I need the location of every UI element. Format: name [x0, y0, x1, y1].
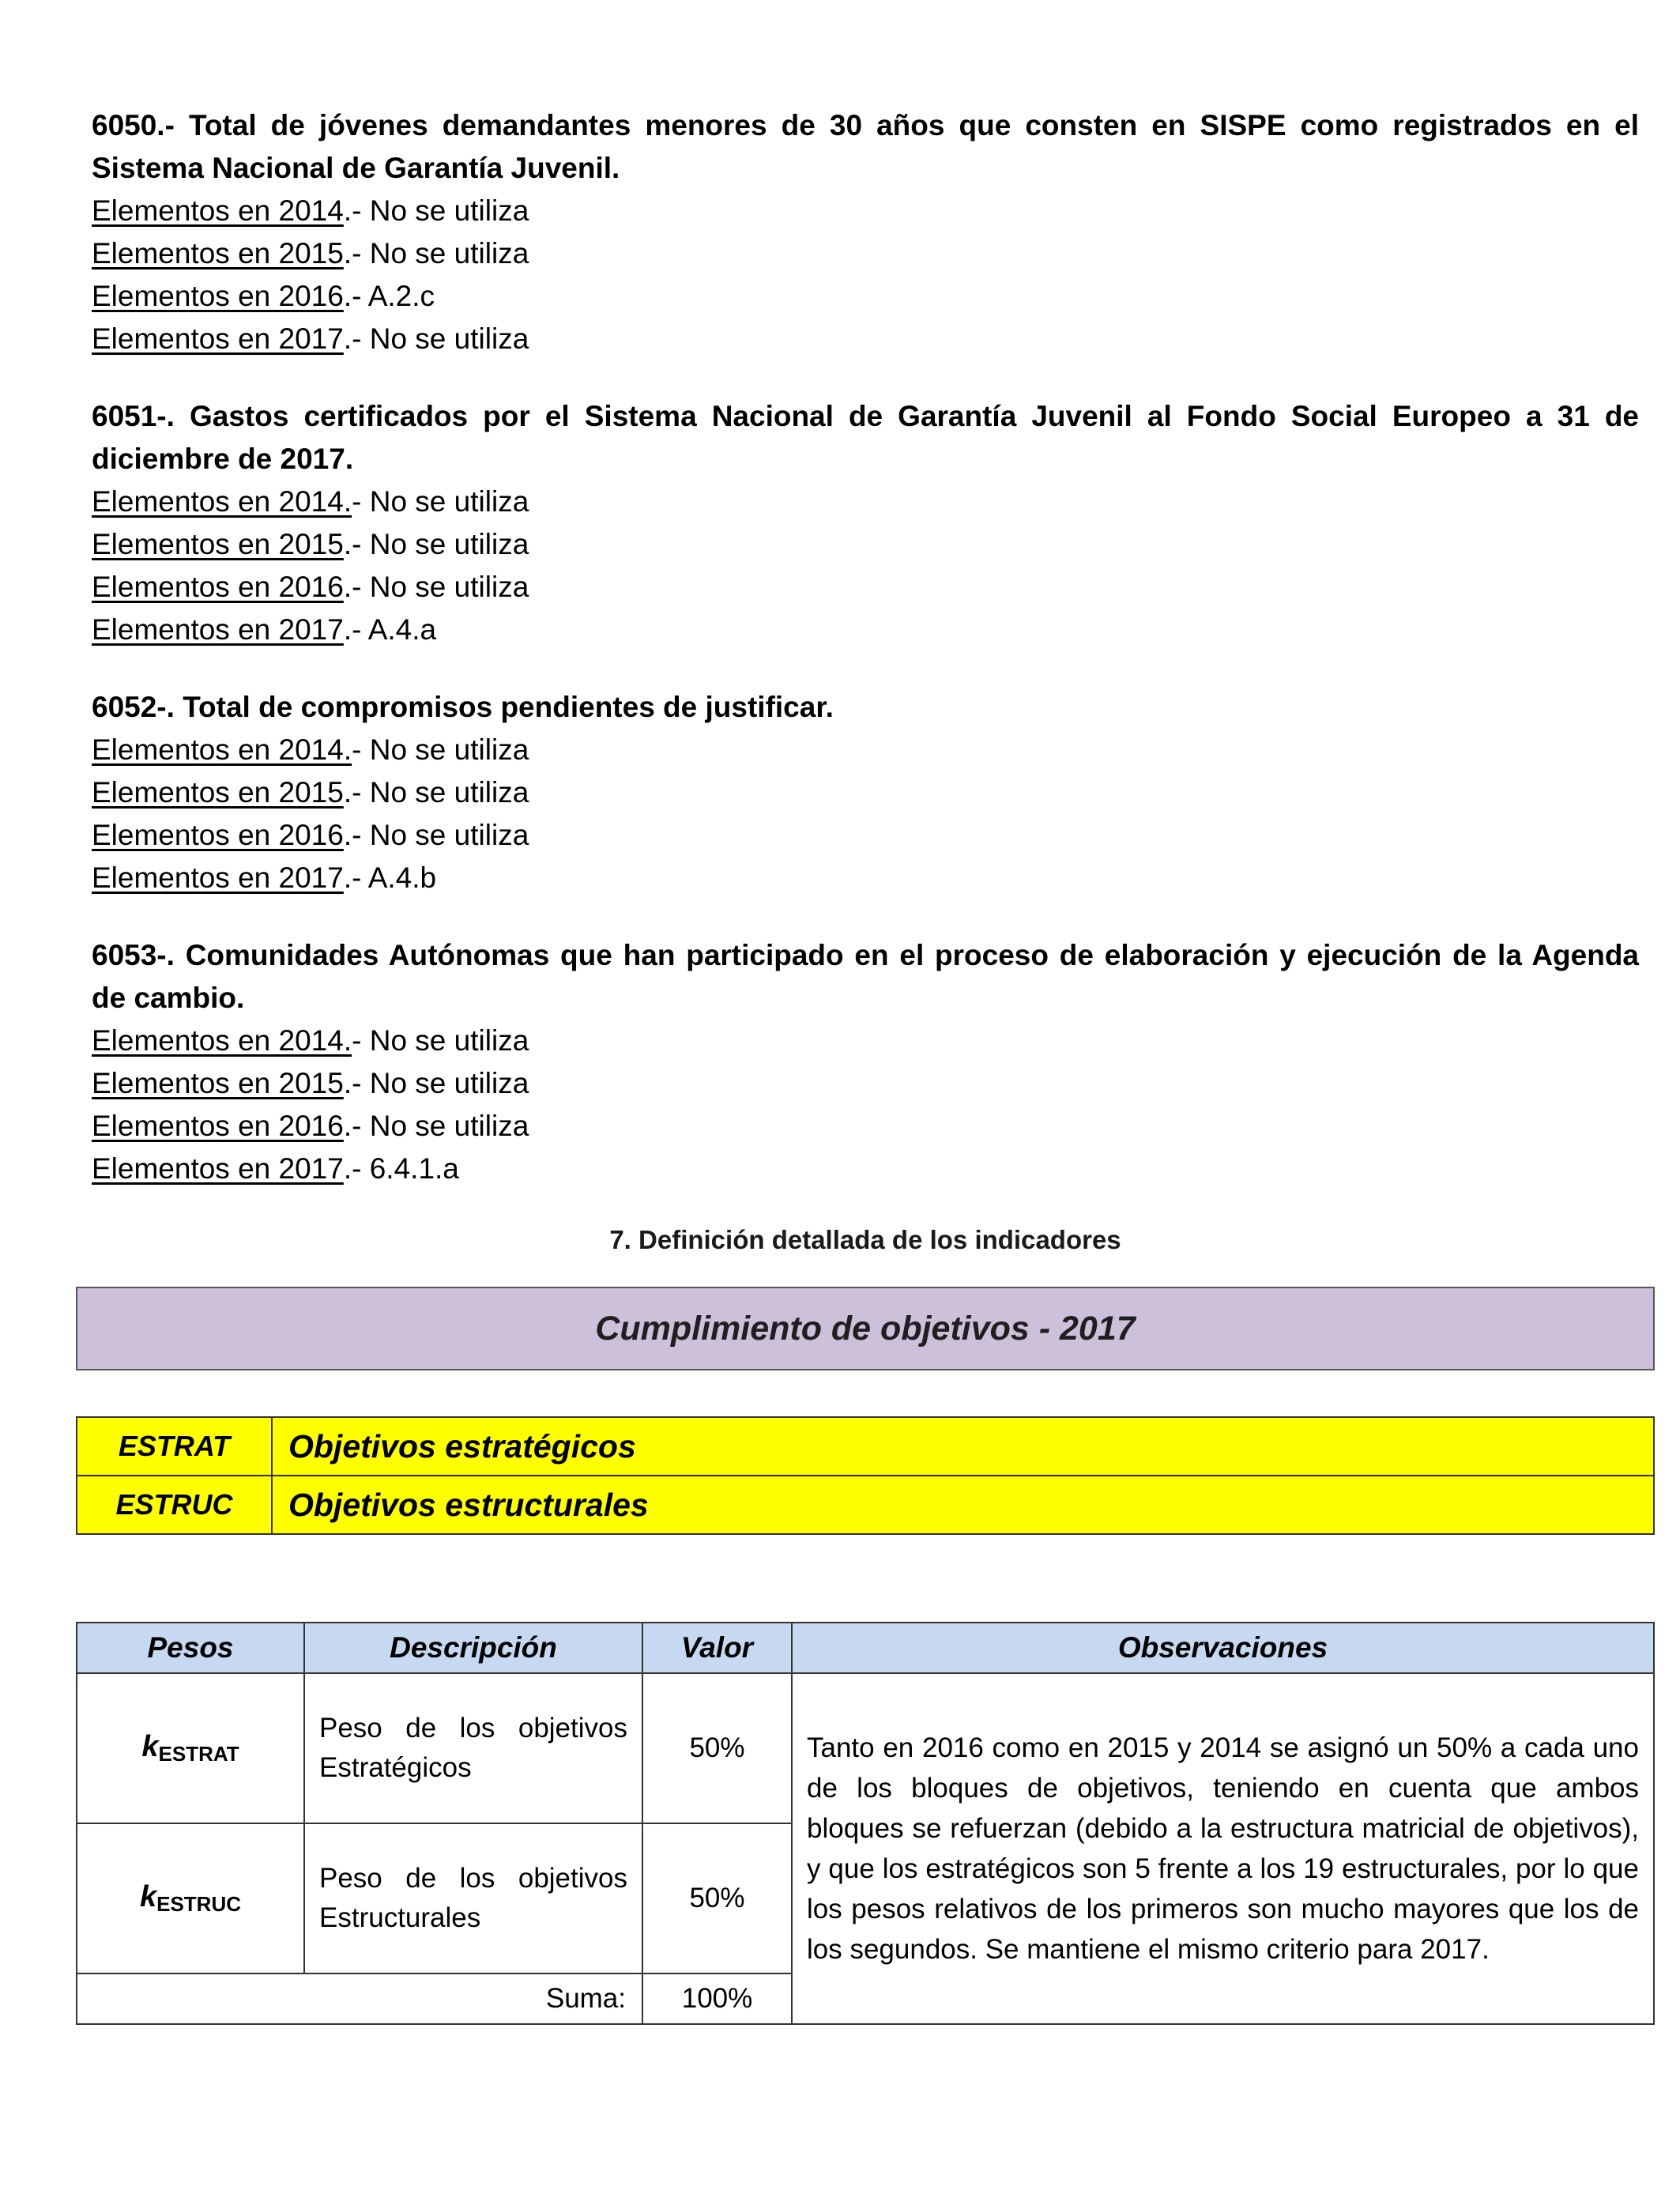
element-line: Elementos en 2017.- A.4.b	[92, 861, 437, 894]
element-value: No se utiliza	[369, 1024, 529, 1057]
element-line: Elementos en 2014.- No se utiliza	[92, 733, 529, 766]
element-year-label: Elementos en 2016	[92, 571, 344, 603]
element-line: Elementos en 2016.- No se utiliza	[92, 819, 529, 851]
table-header-row	[77, 1623, 1654, 1673]
element-value: No se utiliza	[369, 571, 529, 603]
weight-value: 50%	[642, 1673, 792, 1823]
indicator-section-6052	[92, 686, 1639, 899]
indicator-title: 6053-. Comunidades Autónomas que han participado en el proceso de elaboración y ejecución de la Agenda de cambio.	[92, 939, 1639, 1014]
objectives-table	[76, 1416, 1655, 1535]
weight-symbol: $k_{ESTRUC}$	[77, 1823, 304, 1973]
indicator-section-6053	[92, 934, 1639, 1190]
indicator-section-6050	[92, 104, 1639, 360]
indicator-section-6051	[92, 395, 1639, 651]
element-line: Elementos en 2014.- No se utiliza	[92, 1024, 529, 1057]
objective-label: Objetivos estratégicos	[272, 1417, 1654, 1476]
element-line: Elementos en 2016.- No se utiliza	[92, 571, 529, 603]
indicator-title: 6050.- Total de jóvenes demandantes menores de 30 años que consten en SISPE como registrados en el Sistema Nacional de Garantía Juvenil.	[92, 109, 1639, 184]
element-value: No se utiliza	[369, 1110, 529, 1142]
element-value: No se utiliza	[369, 819, 529, 851]
weights-table	[76, 1622, 1655, 2025]
objective-code: ESTRAT	[77, 1417, 272, 1476]
element-line: Elementos en 2015.- No se utiliza	[92, 776, 529, 809]
element-value: A.2.c	[367, 280, 435, 312]
element-year-label: Elementos en 2015	[92, 1067, 344, 1099]
element-year-label: Elementos en 2014.	[92, 733, 352, 766]
element-line: Elementos en 2014.- No se utiliza	[92, 194, 529, 227]
element-line: Elementos en 2015.- No se utiliza	[92, 528, 529, 560]
element-value: No se utiliza	[369, 485, 529, 518]
element-value: No se utiliza	[369, 194, 529, 227]
element-year-label: Elementos en 2017	[92, 613, 344, 646]
document-page	[92, 104, 1639, 2025]
table-row	[77, 1673, 1654, 1823]
weight-description: Peso de los objetivos Estructurales	[304, 1823, 642, 1973]
header-pesos: Pesos	[77, 1623, 304, 1673]
element-year-label: Elementos en 2014	[92, 194, 344, 227]
element-line: Elementos en 2016.- No se utiliza	[92, 1110, 529, 1142]
element-year-label: Elementos en 2016	[92, 280, 344, 312]
indicator-title: 6052-. Total de compromisos pendientes de justificar.	[92, 691, 834, 723]
element-year-label: Elementos en 2016	[92, 819, 344, 851]
element-year-label: Elementos en 2014.	[92, 1024, 352, 1057]
table-row	[77, 1476, 1654, 1534]
header-valor: Valor	[642, 1623, 792, 1673]
element-value: No se utiliza	[369, 528, 529, 560]
table-row	[77, 1417, 1654, 1476]
element-line: Elementos en 2017.- No se utiliza	[92, 322, 529, 355]
element-line: Elementos en 2015.- No se utiliza	[92, 1067, 529, 1099]
element-year-label: Elementos en 2017	[92, 1152, 344, 1185]
element-value: A.4.b	[367, 861, 437, 894]
element-year-label: Elementos en 2014.	[92, 485, 352, 518]
element-line: Elementos en 2017.- A.4.a	[92, 613, 437, 646]
element-value: No se utiliza	[369, 733, 529, 766]
element-year-label: Elementos en 2015	[92, 776, 344, 809]
sum-label: Suma:	[77, 1973, 642, 2024]
element-line: Elementos en 2017.- 6.4.1.a	[92, 1152, 459, 1185]
weight-description: Peso de los objetivos Estratégicos	[304, 1673, 642, 1823]
header-descripcion: Descripción	[304, 1623, 642, 1673]
element-line: Elementos en 2014.- No se utiliza	[92, 485, 529, 518]
element-year-label: Elementos en 2016	[92, 1110, 344, 1142]
weight-symbol: $k_{ESTRAT}$	[77, 1673, 304, 1823]
sum-value: 100%	[642, 1973, 792, 2024]
element-year-label: Elementos en 2015	[92, 528, 344, 560]
element-value: No se utiliza	[369, 322, 529, 355]
objectives-banner	[76, 1287, 1655, 1370]
element-year-label: Elementos en 2017	[92, 861, 344, 894]
element-value: No se utiliza	[369, 237, 529, 270]
element-value: 6.4.1.a	[369, 1152, 459, 1185]
objective-code: ESTRUC	[77, 1476, 272, 1534]
element-line: Elementos en 2016.- A.2.c	[92, 280, 435, 312]
section-heading: 7. Definición detallada de los indicadores	[609, 1225, 1121, 1254]
element-year-label: Elementos en 2015	[92, 237, 344, 270]
weight-value: 50%	[642, 1823, 792, 1973]
banner-title: Cumplimiento de objetivos - 2017	[595, 1309, 1136, 1348]
indicator-title: 6051-. Gastos certificados por el Sistema Nacional de Garantía Juvenil al Fondo Social Europeo a 31 de diciembre de 2017.	[92, 400, 1639, 475]
objective-label: Objetivos estructurales	[272, 1476, 1654, 1534]
header-observaciones: Observaciones	[792, 1623, 1654, 1673]
element-value: No se utiliza	[369, 776, 529, 809]
element-value: No se utiliza	[369, 1067, 529, 1099]
element-value: A.4.a	[367, 613, 437, 646]
element-year-label: Elementos en 2017	[92, 322, 344, 355]
weights-observation: Tanto en 2016 como en 2015 y 2014 se asignó un 50% a cada uno de los bloques de objetivos, teniendo en cuenta que ambos bloques se refuerzan (debido a la estructura matricial de objetivos), y que los estratégicos son 5 frente a los 19 estructurales, por lo que los pesos relativos de los primeros son mucho mayores que los de los segundos. Se mantiene el mismo criterio para 2017.	[792, 1673, 1654, 2024]
element-line: Elementos en 2015.- No se utiliza	[92, 237, 529, 270]
